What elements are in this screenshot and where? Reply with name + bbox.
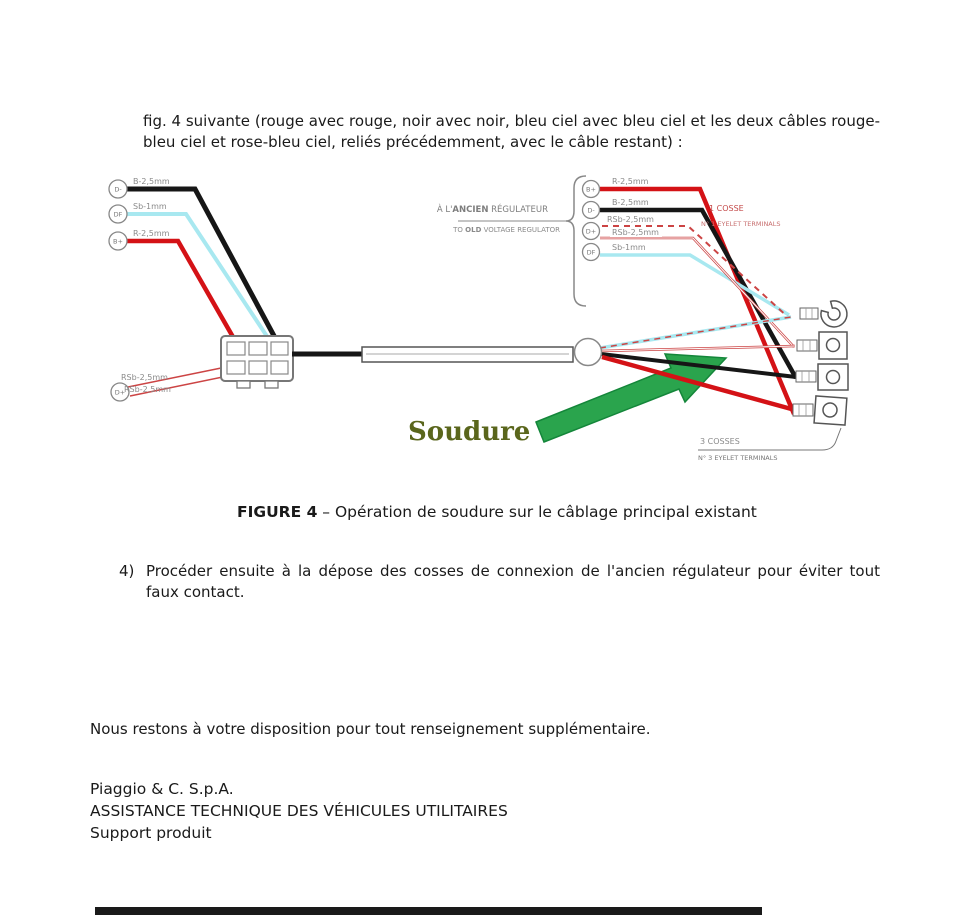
svg-text:B+: B+ (586, 185, 596, 194)
solder-point (575, 339, 602, 366)
signature-block (90, 778, 508, 844)
crimp-2 (797, 340, 817, 351)
right-pin-dminus (583, 202, 600, 219)
step-number: 4) (119, 562, 135, 580)
label-sb1-left: Sb-1mm (133, 202, 167, 211)
left-pin-df (109, 205, 127, 223)
figure-label: FIGURE 4 (237, 503, 318, 521)
label-1-eyelet: N° 1 EYELET TERMINALS (701, 220, 781, 228)
label-b25-right: B-2,5mm (612, 198, 649, 207)
label-3-cosses: 3 COSSES (700, 437, 740, 446)
hook-terminal (821, 301, 847, 327)
right-pin-df (583, 244, 600, 261)
svg-text:D-: D- (587, 206, 595, 215)
label-rsb1-right: RSb-2,5mm (607, 215, 654, 224)
svg-text:D+: D+ (114, 388, 126, 397)
label-rsb1-left: RSb-2,5mm (121, 373, 168, 382)
terminals (793, 301, 848, 425)
regulator-label (437, 203, 570, 234)
label-r25-left: R-2,5mm (133, 229, 170, 238)
svg-text:B+: B+ (113, 237, 123, 246)
step-4 (119, 561, 880, 603)
service-name: Support produit (90, 824, 212, 842)
svg-text:TO OLD VOLTAGE REGULATOR: TO OLD VOLTAGE REGULATOR (453, 226, 560, 234)
label-b25-left: B-2,5mm (133, 177, 170, 186)
main-cable (292, 347, 573, 362)
intro-paragraph: fig. 4 suivante (rouge avec rouge, noir avec noir, bleu ciel avec bleu ciel et les deux câbles rouge-bleu ciel et rose-bleu ciel, reliés précédemment, avec le câble restant) : (143, 112, 880, 151)
right-harness-pins (566, 176, 662, 306)
bottom-scroll-bar (95, 907, 762, 915)
crimp-hook (800, 308, 818, 319)
label-sb1-right: Sb-1mm (612, 243, 646, 252)
connector-block (221, 336, 293, 388)
svg-text:À L'ANCIEN RÉGULATEUR: À L'ANCIEN RÉGULATEUR (436, 205, 548, 215)
svg-text:DF: DF (113, 210, 123, 219)
solder-label: Soudure (408, 417, 531, 447)
right-pin-dplus (583, 223, 600, 240)
figure-caption: FIGURE 4 – Opération de soudure sur le câblage principal existant (237, 503, 757, 521)
closing-line: Nous restons à votre disposition pour tout renseignement supplémentaire. (90, 720, 651, 738)
step-text: Procéder ensuite à la dépose des cosses de connexion de l'ancien régulateur pour éviter tout faux contact. (146, 562, 880, 601)
label-r25-right: R-2,5mm (612, 177, 649, 186)
label-rsb2-right: RSb-2,5mm (612, 228, 659, 237)
group-brace (566, 176, 586, 306)
crimp-4 (793, 404, 813, 416)
left-pin-bplus (109, 232, 127, 250)
label-3-eyelet: N° 3 EYELET TERMINALS (698, 454, 778, 462)
svg-text:DF: DF (586, 248, 596, 257)
company-name: Piaggio & C. S.p.A. (90, 780, 234, 798)
svg-text:D-: D- (114, 185, 122, 194)
label-1-cosse: 1 COSSE (709, 204, 744, 213)
department-name: ASSISTANCE TECHNIQUE DES VÉHICULES UTILITAIRES (90, 802, 508, 820)
left-pin-dminus (109, 180, 127, 198)
wire-skyblue-right (600, 255, 789, 315)
wire-red-left (127, 241, 237, 344)
label-rsb2-left: RSb-2,5mm (124, 385, 171, 394)
right-pin-bplus (583, 181, 600, 198)
svg-text:D+: D+ (585, 227, 597, 236)
crimp-3 (796, 371, 816, 382)
